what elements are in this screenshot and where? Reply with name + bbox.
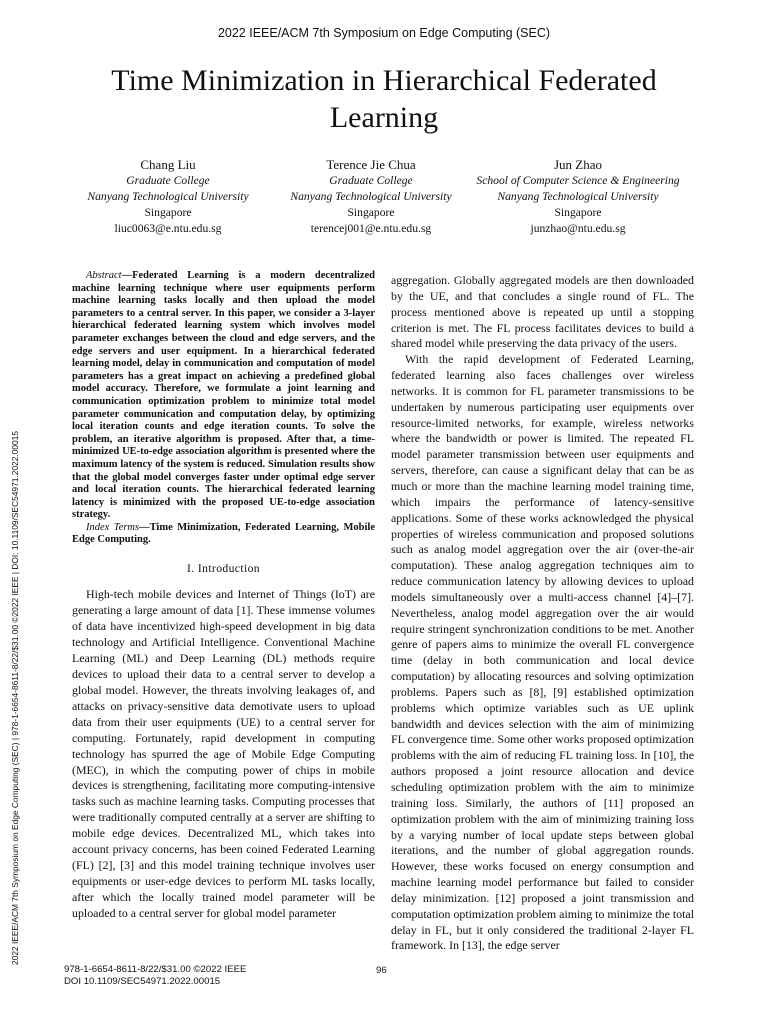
side-identifier: 2022 IEEE/ACM 7th Symposium on Edge Computing (SEC) | 978-1-6654-8611-8/22/$31.00 ©2022 IEEE | DOI: 10.1109/SEC54971.2022.00015 — [10, 431, 20, 965]
body-paragraph: aggregation. Globally aggregated models are then downloaded by the UE, and that concludes a single round of FL. The process mentioned above is repeated up until a stopping criterion is met. The FL process facilitates devices to build a shared model while preserving the data privacy of the users. — [391, 273, 694, 351]
author-email: terencej001@e.ntu.edu.sg — [310, 222, 432, 235]
author-institution: Nanyang Technological University — [87, 190, 249, 203]
author-institution: Nanyang Technological University — [290, 190, 452, 203]
body-paragraph: High-tech mobile devices and Internet of Things (IoT) are generating a large amount of data [1]. These immense volumes of data have incentivized high-speed development in big data technology and Artificial Intelligence. Conventional Machine Learning (ML) and Deep Learning (DL) methods require devices to upload their data to a central server to develop a global model. However, the threats involving leakages of, and attacks on privacy-sensitive data demotivate users to upload data from their user equipments (UE) to a central server for computing. Fortunately, rapid development in computing technology has spurred the age of Mobile Edge Computing (MEC), in which the computing power of chips in mobile devices is strengthening, facilitating more computing-intensive tasks such as machine learning tasks. Computing processes that were traditionally computed centrally at a server are shifting to mobile edge devices. Decentralized ML, which takes into account privacy concerns, has been coined Federated Learning (FL) [2], [3] and this model training technique involves user equipments or user-edge devices to perform ML tasks locally, after which the locally trained model parameter will be uploaded to a central server for global model parameter — [72, 587, 375, 921]
author-country: Singapore — [144, 206, 192, 219]
paper-title: Time Minimization in Hierarchical Federated Learning — [111, 64, 657, 134]
abstract — [72, 270, 375, 522]
conference-header: 2022 IEEE/ACM 7th Symposium on Edge Computing (SEC) — [217, 26, 551, 40]
author-country: Singapore — [554, 206, 602, 219]
section-heading: I. Introduction — [187, 562, 260, 576]
page-number: 96 — [376, 965, 387, 976]
author-block — [264, 156, 478, 237]
author-email: junzhao@ntu.edu.sg — [530, 222, 626, 235]
body-paragraph: With the rapid development of Federated Learning, federated learning also faces challenges over wireless networks. It is common for FL parameter transmissions to be undertaken by numerous participating user equipments over resource-limited networks, for example, wireless networks where the bandwidth or power is limited. The repeated FL model parameter transmission between user equipments and servers, therefore, can cause a significant delay that can be as much or more than the machine learning model training time, which impairs the performance of latency-sensitive applications. Some of these works acknowledged the physical properties of wireless communication and proposed solutions such as analog model aggregation over the air (over-the-air computation). These analog aggregation techniques aim to reduce communication latency by allowing devices to upload models simultaneously over a multi-access channel [4]–[7]. Nevertheless, analog model aggregation over the air would require stringent synchronization conditions to be met. Another genre of papers aims to minimize the overall FL convergence time (delay in both communication and local device computation) by allocating resources and solving optimization problems. Papers such as [8], [9] established optimization problems which optimize variables such as UE uplink bandwidth and devices selection with the aim of minimizing FL convergence time. Some other works proposed optimization problems with the aim of reducing FL training loss. In [10], the authors proposed a joint resource allocation and device scheduling optimization problem with the aim to minimize training loss. Similarly, the authors of [11] proposed an optimization problem with the aim of minimizing training loss by a varying number of local update steps between global iterations, and the number of global aggregation rounds. However, these works focused on energy consumption and machine learning model performance but failed to consider delay minimization. [12] proposed a joint transmission and computation optimization problem aiming to minimize the total delay in FL, but it only considered the traditional 2-layer FL framework. In [13], the edge server — [391, 352, 694, 953]
author-name: Chang Liu — [140, 157, 196, 172]
index-terms — [72, 522, 375, 547]
author-institution: Nanyang Technological University — [497, 190, 659, 203]
author-email: liuc0063@e.ntu.edu.sg — [114, 222, 222, 235]
left-column — [72, 270, 375, 922]
author-department: Graduate College — [329, 174, 413, 187]
author-name: Jun Zhao — [553, 157, 603, 172]
right-column — [391, 273, 694, 954]
author-department: School of Computer Science & Engineering — [476, 174, 680, 187]
author-block — [462, 156, 694, 237]
author-department: Graduate College — [126, 174, 210, 187]
index-terms-lead: Index Terms — [86, 521, 140, 533]
abstract-lead: Abstract — [86, 270, 122, 281]
index-terms-text: —Time Minimization, Federated Learning, Mobile Edge Computing. — [72, 521, 376, 546]
abstract-text: —Federated Learning is a modern decentralized machine learning technique where user equipments perform machine learning tasks locally and then upload the model parameters to a central server. In this paper, we consider a 3-layer hierarchical federated learning system which involves model parameter exchanges between the cloud and edge servers, and the edge servers and user equipment. In a hierarchical federated learning model, delay in communication and computation of model parameters has a great impact on achieving a predefined global model accuracy. Therefore, we formulate a joint learning and communication optimization problem to minimize total model parameter communication and computation delay, by optimizing local iteration counts and edge iteration counts. To solve the problem, an iterative algorithm is proposed. After that, a time-minimized UE-to-edge association algorithm is presented where the maximum latency of the system is reduced. Simulation results show that the global model converges faster under optimal edge server and local iteration counts. The hierarchical federated learning latency is minimized with the proposed UE-to-edge association strategy. — [72, 270, 375, 521]
footer-isbn: 978-1-6654-8611-8/22/$31.00 ©2022 IEEE — [64, 964, 247, 975]
author-name: Terence Jie Chua — [326, 157, 416, 172]
footer-publication-info — [64, 964, 246, 987]
author-country: Singapore — [347, 206, 395, 219]
author-block — [68, 156, 268, 237]
footer-doi: DOI 10.1109/SEC54971.2022.00015 — [64, 975, 221, 987]
